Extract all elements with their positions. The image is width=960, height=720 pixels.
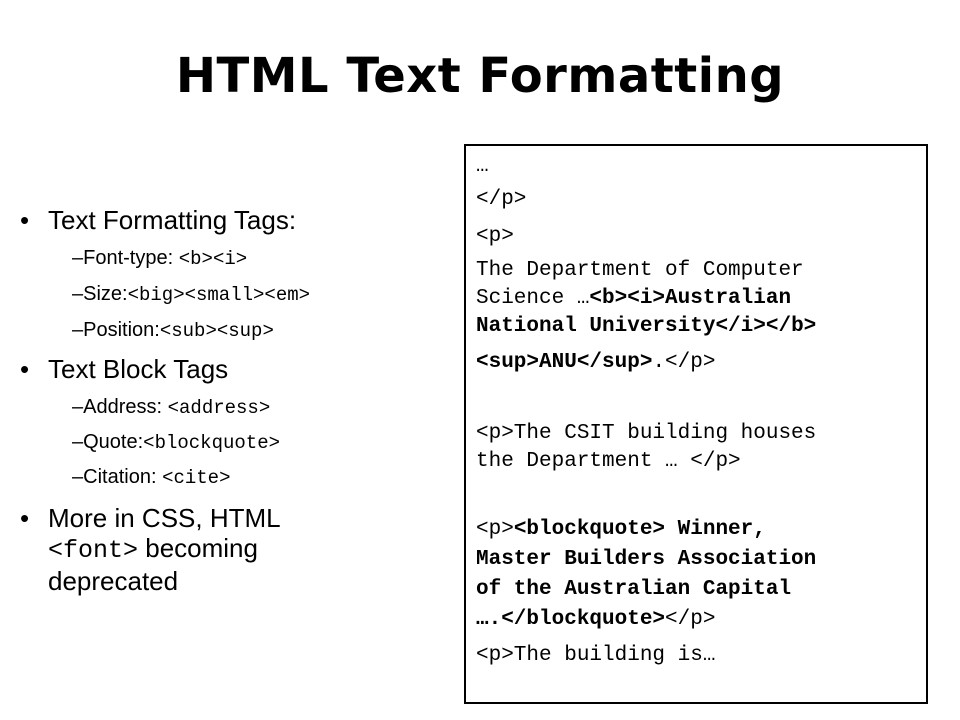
sub-item-address	[72, 395, 270, 420]
code-text: .</p>	[652, 351, 716, 374]
sub-item-code: <sub><sup>	[159, 320, 274, 342]
sub-item-label: Size:	[83, 283, 128, 305]
bullet-glyph: •	[20, 503, 30, 533]
sub-item-code: <blockquote>	[143, 432, 280, 454]
sub-item-code: <b><i>	[178, 248, 248, 270]
code-text-bold: <sup>ANU</sup>	[476, 351, 653, 374]
code-text: Science …	[476, 287, 590, 310]
dash: –	[72, 283, 84, 305]
sub-item-code: <address>	[167, 397, 271, 419]
bullet-glyph: •	[20, 354, 30, 384]
bullet-text: Text Formatting Tags:	[48, 205, 297, 235]
code-text: </p>	[665, 608, 716, 631]
code-line: …	[476, 155, 489, 178]
code-example-box	[464, 144, 928, 704]
code-line: <p>	[476, 225, 514, 248]
bullet-line-rest: becoming	[138, 533, 258, 563]
sub-item-size	[72, 282, 310, 307]
code-line: Master Builders Association	[476, 548, 817, 571]
code-line: <p>The building is…	[476, 644, 716, 667]
dash: –	[72, 466, 84, 488]
code-line	[476, 285, 791, 313]
sub-item-position	[72, 318, 274, 343]
code-line	[476, 516, 766, 544]
dash: –	[72, 431, 84, 453]
code-text-bold: National University	[476, 315, 716, 338]
sub-item-font-type	[72, 246, 247, 271]
code-line	[476, 313, 816, 341]
dash: –	[72, 396, 84, 418]
code-text: <p>	[476, 518, 514, 541]
sub-item-label: Citation:	[83, 466, 163, 488]
sub-item-label: Quote:	[83, 431, 144, 453]
code-line: of the Australian Capital	[476, 578, 792, 601]
code-line	[476, 349, 715, 377]
bullet-glyph: •	[20, 205, 30, 235]
sub-item-code: <big><small><em>	[127, 284, 311, 306]
sub-item-label: Position:	[83, 319, 160, 341]
code-line: <p>The CSIT building houses	[476, 422, 817, 445]
code-text-bold: </i></b>	[715, 315, 817, 338]
code-line	[476, 606, 715, 634]
code-text-bold: <blockquote> Winner,	[513, 518, 766, 541]
sub-item-code: <cite>	[162, 467, 231, 489]
code-text-bold: ….</blockquote>	[476, 608, 666, 631]
code-text-bold: <b><i>Australian	[589, 287, 792, 310]
code-line: The Department of Computer	[476, 259, 804, 282]
sub-item-label: Font-type:	[83, 247, 179, 269]
dash: –	[72, 319, 84, 341]
bullet-text: Text Block Tags	[48, 354, 229, 384]
sub-item-label: Address:	[83, 396, 168, 418]
bullet-line: More in CSS, HTML	[48, 503, 281, 533]
dash: –	[72, 247, 84, 269]
code-line: the Department … </p>	[476, 450, 741, 473]
bullet-text	[48, 503, 368, 596]
inline-code: <font>	[48, 536, 139, 565]
code-line: </p>	[476, 188, 527, 211]
sub-item-quote	[72, 430, 280, 455]
slide-title: HTML Text Formatting	[175, 48, 785, 104]
sub-item-citation	[72, 465, 230, 490]
bullet-line	[48, 533, 368, 566]
bullet-line: deprecated	[48, 566, 179, 596]
